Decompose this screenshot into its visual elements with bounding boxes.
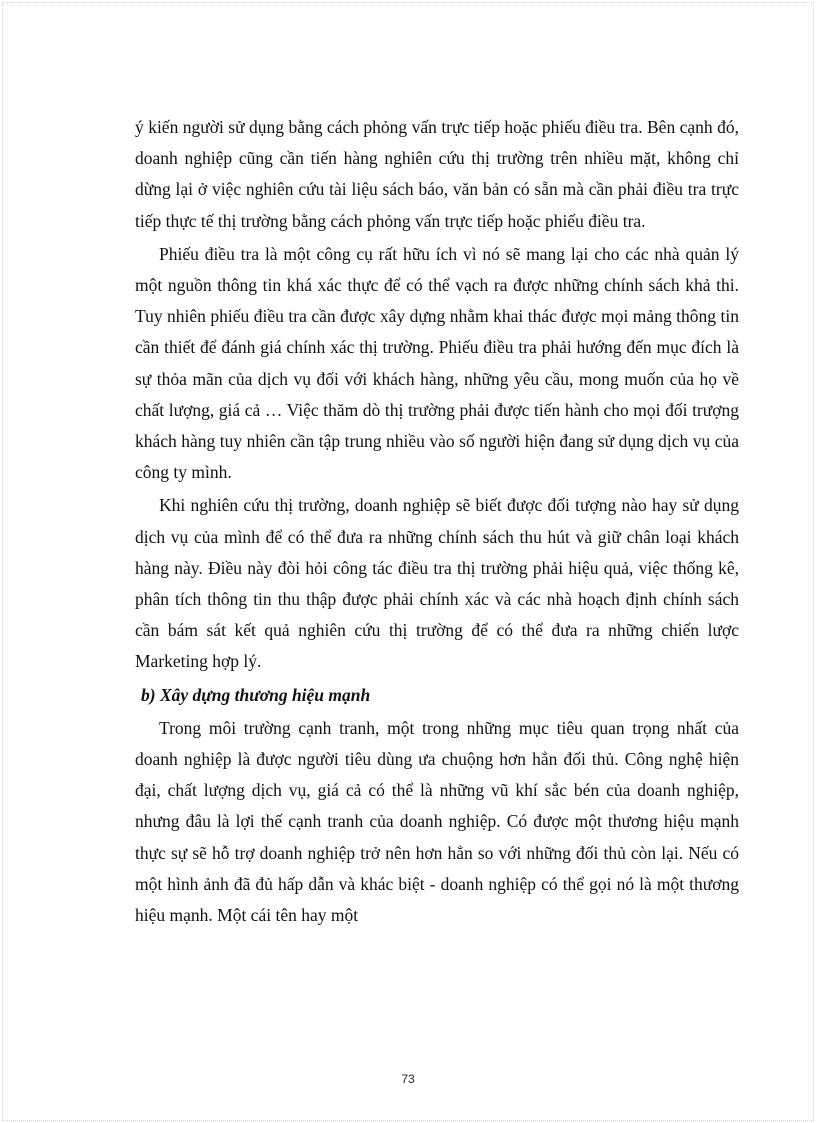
paragraph-1: ý kiến người sử dụng bằng cách phỏng vấn trực tiếp hoặc phiếu điều tra. Bên cạnh đó, doanh nghiệp cũng cần tiến hàng nghiên cứu thị trường trên nhiều mặt, không chỉ dừng lại ở việc nghiên cứu tài liệu sách báo, văn bản có sẵn mà cần phải điều tra trực tiếp thực tế thị trường bằng cách phỏng vấn trực tiếp hoặc phiếu điều tra.: [135, 117, 739, 231]
document-body: [135, 112, 739, 933]
paragraph-2: Phiếu điều tra là một công cụ rất hữu ích vì nó sẽ mang lại cho các nhà quản lý một nguồn thông tin khá xác thực để có thể vạch ra được những chính sách khả thi. Tuy nhiên phiếu điều tra cần được xây dựng nhằm khai thác được mọi mảng thông tin cần thiết để đánh giá chính xác thị trường. Phiếu điều tra phải hướng đến mục đích là sự thỏa mãn của dịch vụ đối với khách hàng, những yêu cầu, mong muốn của họ về chất lượng, giá cả … Việc thăm dò thị trường phải được tiến hành cho mọi đối trượng khách hàng tuy nhiên cần tập trung nhiều vào số người hiện đang sử dụng dịch vụ của công ty mình.: [135, 243, 739, 483]
paragraph-4: Trong môi trường cạnh tranh, một trong những mục tiêu quan trọng nhất của doanh nghiệp là được người tiêu dùng ưa chuộng hơn hẳn đối thủ. Công nghệ hiện đại, chất lượng dịch vụ, giá cả có thể là những vũ khí sắc bén của doanh nghiệp, nhưng đâu là lợi thế cạnh tranh của doanh nghiệp. Có được một thương hiệu mạnh thực sự sẽ hỗ trợ doanh nghiệp trở nên hơn hẳn so với những đối thủ còn lại. Nếu có một hình ảnh đã đủ hấp dẫn và khác biệt - doanh nghiệp có thể gọi nó là một thương hiệu mạnh. Một cái tên hay một: [135, 717, 739, 926]
section-heading: b) Xây dựng thương hiệu mạnh: [141, 684, 371, 705]
page-number: 73: [401, 1072, 415, 1086]
paragraph-3: Khi nghiên cứu thị trường, doanh nghiệp sẽ biết được đối tượng nào hay sử dụng dịch vụ của mình để có thể đưa ra những chính sách thu hút và giữ chân loại khách hàng này. Điều này đòi hỏi công tác điều tra thị trường phải hiệu quả, việc thống kê, phân tích thông tin thu thập được phải chính xác và các nhà hoạch định chính sách cần bám sát kết quả nghiên cứu thị trường để có thể đưa ra những chiến lược Marketing hợp lý.: [135, 495, 739, 672]
